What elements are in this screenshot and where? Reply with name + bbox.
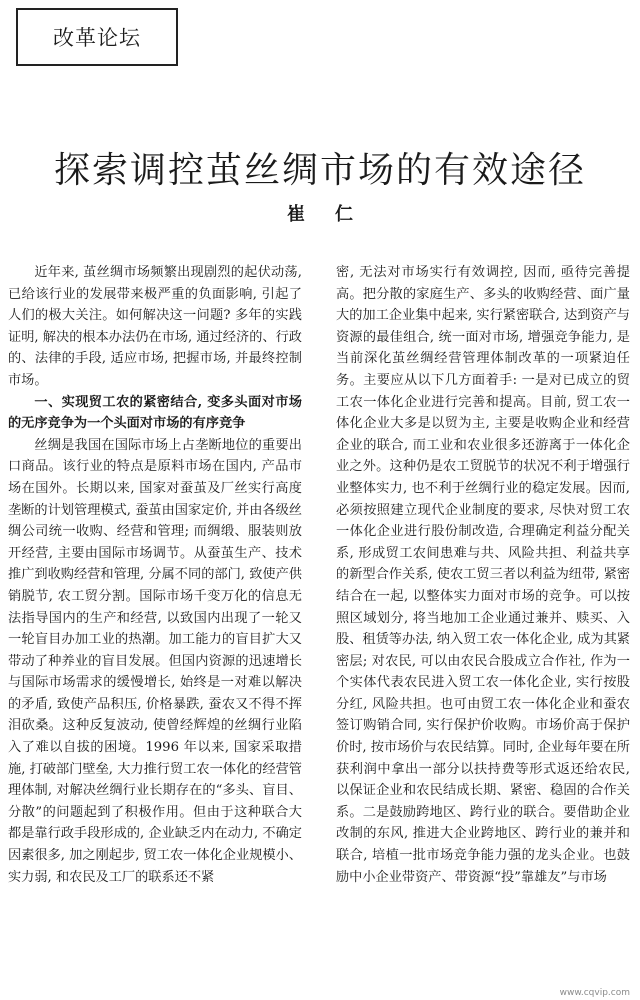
left-column	[8, 262, 302, 1000]
watermark: www.cqvip.com	[559, 988, 630, 998]
right-column	[336, 262, 630, 1000]
column-tag	[16, 8, 178, 66]
paragraph-body: 丝绸是我国在国际市场上占垄断地位的重要出口商品。该行业的特点是原料市场在国内, 产品市场在国外。长期以来, 国家对蚕茧及厂丝实行高度垄断的计划管理模式, 蚕茧由国家定价, 并由各级丝绸公司统一收购、经营和管理; 而绸缎、服装则放开经营, 主要由国际市场调节。从蚕茧生产、技术推广到收购经营和管理, 分属不同的部门, 致使产供销脱节, 农工贸分割。国际市场千变万化的信息无法指导国内的生产和经营, 以致国内出现了一轮又一轮盲目办加工业的热潮。加工能力的盲目扩大又带动了种养业的盲目发展。但国内资源的迅速增长与国际市场需求的缓慢增长, 始终是一对难以解决的矛盾, 致使产品积压, 价格暴跌, 蚕农又不得不挥泪砍桑。这种反复波动, 使曾经辉煌的丝绸行业陷入了难以自拔的困境。1996 年以来, 国家采取措施, 打破部门壁垒, 大力推行贸工农一体化的经营管理体制, 对解决丝绸行业长期存在的“多头、盲目、分散”的问题起到了积极作用。但由于这种联合大都是靠行政手段形成的, 企业缺乏内在动力, 不确定因素很多, 加之刚起步, 贸工农一体化企业规模小、实力弱, 和农民及工厂的联系还不紧	[8, 437, 302, 885]
column-tag-label: 改革论坛	[53, 26, 141, 50]
paragraph-continued: 密, 无法对市场实行有效调控, 因而, 亟待完善提高。把分散的家庭生产、多头的收购经营、面广量大的加工企业集中起来, 实行紧密联合, 达到资产与资源的最佳组合, 统一面对市场, 增强竞争能力, 是当前深化茧丝绸经营管理体制改革的一项紧迫任务。主要应从以下几方面着手: 一是对已成立的贸工农一体化企业进行完善和提高。目前, 贸工农一体化企业大多是以贸为主, 主要是收购企业和经营企业的联合, 而工业和农业很多还游离于一体化企业之外。这种仍是农工贸脱节的状况不利于增强行业整体实力, 也不利于丝绸行业的稳定发展。因而, 必须按照建立现代企业制度的要求, 尽快对贸工农一体化企业进行股份制改造, 合理确定利益分配关系, 形成贸工农间患难与共、风险共担、利益共享的新型合作关系, 使农工贸三者以利益为纽带, 紧密结合在一起, 以整体实力面对市场的竞争。可以按照区域划分, 将当地加工企业通过兼并、赎买、入股、租赁等办法, 纳入贸工农一体化企业, 成为其紧密层; 对农民, 可以由农民合股成立合作社, 作为一个实体代表农民进入贸工农一体化企业, 实行按股分红, 风险共担。也可由贸工农一体化企业和蚕农签订购销合同, 实行保护价收购。市场价高于保护价时, 按市场价与农民结算。同时, 企业每年要在所获利润中拿出一部分以扶持费等形式返还给农民, 以保证企业和农民结成长期、紧密、稳固的合作关系。二是鼓励跨地区、跨行业的联合。要借助企业改制的东风, 推进大企业跨地区、跨行业的兼并和联合, 培植一批市场竞争能力强的龙头企业。也鼓励中小企业带资产、带资源“投”靠雄友”与市场	[336, 265, 630, 885]
article-author: 崔仁	[287, 204, 383, 225]
section-heading-1: 一、实现贸工农的紧密结合, 变多头面对市场的无序竞争为一个头面对市场的有序竞争	[8, 394, 302, 432]
paragraph-intro: 近年来, 茧丝绸市场频繁出现剧烈的起伏动荡, 已给该行业的发展带来极严重的负面影响, 引起了人们的极大关注。如何解决这一问题? 多年的实践证明, 解决的根本办法仍在市场, 通过经济的、行政的、法律的手段, 适应市场, 把握市场, 并最终控制市场。	[8, 265, 302, 388]
article-title: 探索调控茧丝绸市场的有效途径	[53, 150, 586, 192]
